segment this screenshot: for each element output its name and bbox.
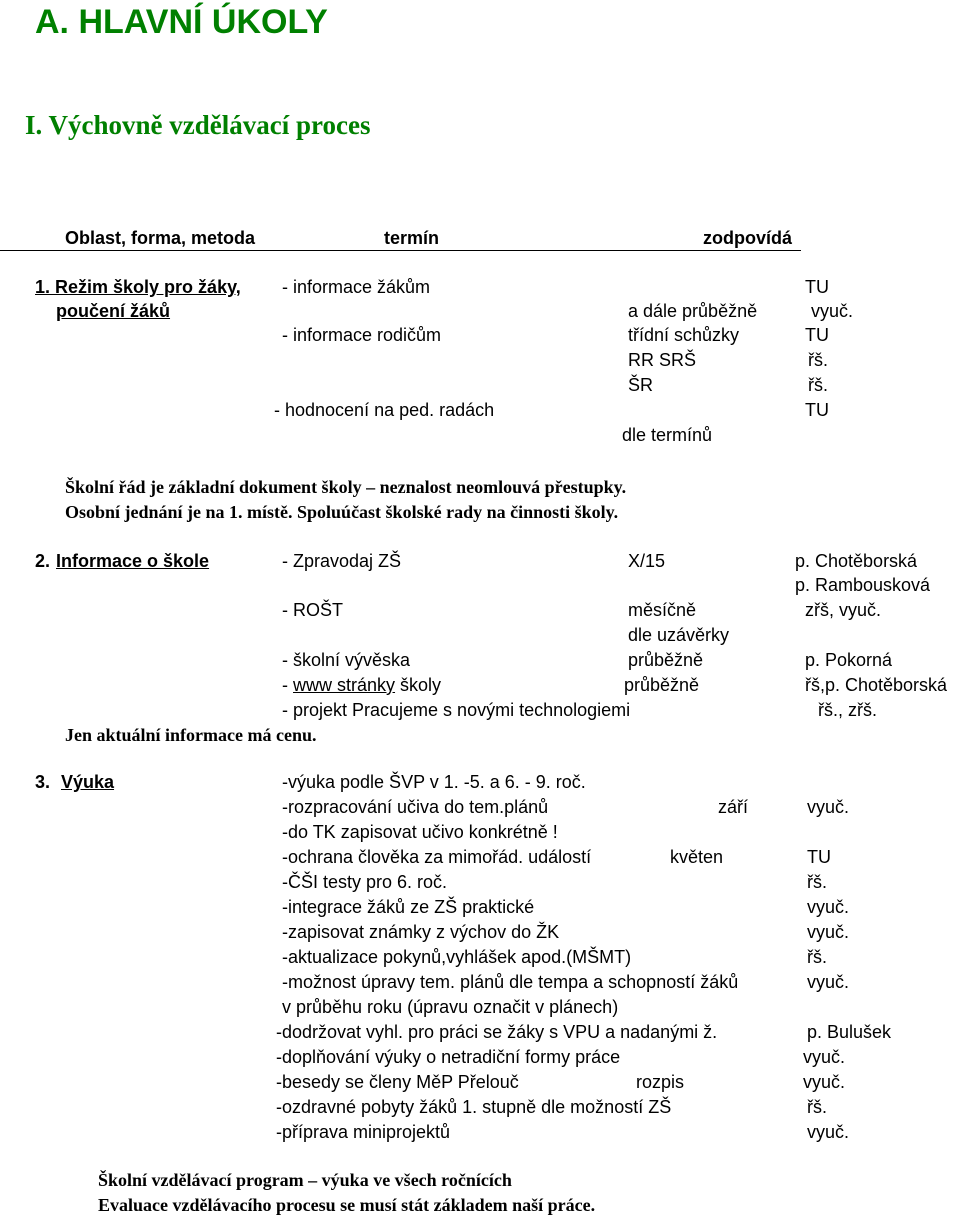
s2-resp-5: p. Pokorná bbox=[805, 650, 893, 670]
s3-item-11: -dodržovat vyhl. pro práci se žáky s VPU a nadanými ž. bbox=[276, 1022, 718, 1042]
s1-term-2: a dále průběžně bbox=[628, 301, 758, 321]
s3-item-10: v průběhu roku (úpravu označit v plánech) bbox=[282, 997, 619, 1017]
s1-item-hodnoceni: - hodnocení na ped. radách bbox=[274, 400, 495, 420]
s3-resp-5: řš. bbox=[807, 872, 827, 892]
s1-resp-2: vyuč. bbox=[811, 301, 854, 321]
s3-resp-8: řš. bbox=[807, 947, 827, 967]
s1-note-1: Školní řád je základní dokument školy – neznalost neomlouvá přestupky. bbox=[65, 477, 627, 497]
s2-item-vyveska: - školní vývěska bbox=[282, 650, 411, 670]
s2-resp-3: zřš, vyuč. bbox=[805, 600, 882, 620]
s2-resp-1: p. Chotěborská bbox=[795, 551, 918, 571]
s2-label: Informace o škole bbox=[56, 551, 210, 571]
s3-item-1: -výuka podle ŠVP v 1. -5. a 6. - 9. roč. bbox=[282, 772, 586, 792]
s3-item-7: -zapisovat známky z výchov do ŽK bbox=[282, 922, 560, 942]
www-link[interactable]: www stránky bbox=[293, 675, 396, 695]
s2-resp-6: řš,p. Chotěborská bbox=[805, 675, 948, 695]
s3-resp-14: řš. bbox=[807, 1097, 827, 1117]
s2-item-zpravodaj: - Zpravodaj ZŠ bbox=[282, 551, 402, 571]
s2-resp-7: řš., zřš. bbox=[818, 700, 877, 720]
s2-term-6: průběžně bbox=[624, 675, 700, 695]
s3-item-15: -příprava miniprojektů bbox=[276, 1122, 451, 1142]
s3-item-8: -aktualizace pokynů,vyhlášek apod.(MŠMT) bbox=[282, 947, 632, 967]
s3-resp-6: vyuč. bbox=[807, 897, 850, 917]
s3-item-9: -možnost úpravy tem. plánů dle tempa a schopností žáků bbox=[282, 972, 739, 992]
s2-term-1: X/15 bbox=[628, 551, 666, 571]
s3-resp-2: vyuč. bbox=[807, 797, 850, 817]
s3-note-2: Evaluace vzdělávacího procesu se musí stát základem naší práce. bbox=[98, 1195, 596, 1215]
s3-item-12: -doplňování výuky o netradiční formy práce bbox=[276, 1047, 621, 1067]
s3-term-2: září bbox=[718, 797, 749, 817]
s1-label-2: poučení žáků bbox=[56, 301, 171, 321]
s2-resp-2: p. Rambousková bbox=[795, 575, 931, 595]
s3-term-13: rozpis bbox=[636, 1072, 685, 1092]
s1-resp-5: řš. bbox=[808, 375, 828, 395]
s2-item-rost: - ROŠT bbox=[282, 600, 343, 620]
s3-resp-11: p. Bulušek bbox=[807, 1022, 892, 1042]
header-col-oblast: Oblast, forma, metoda bbox=[65, 228, 256, 248]
s1-note-2: Osobní jednání je na 1. místě. Spoluúčast školské rady na činnosti školy. bbox=[65, 502, 619, 522]
s3-item-14: -ozdravné pobyty žáků 1. stupně dle možností ZŠ bbox=[276, 1097, 672, 1117]
s2-term-3: měsíčně bbox=[628, 600, 697, 620]
s3-item-6: -integrace žáků ze ZŠ praktické bbox=[282, 897, 535, 917]
s1-item-informace-rodicum: - informace rodičům bbox=[282, 325, 442, 345]
s2-item-www-rest: školy bbox=[400, 675, 442, 695]
s1-term-7: dle termínů bbox=[622, 425, 713, 445]
s1-resp-6: TU bbox=[805, 400, 829, 420]
section-title: I. Výchovně vzdělávací proces bbox=[25, 110, 371, 140]
s1-resp-1: TU bbox=[805, 277, 829, 297]
s3-resp-12: vyuč. bbox=[803, 1047, 846, 1067]
s3-item-5: -ČŠI testy pro 6. roč. bbox=[282, 872, 448, 892]
s2-note: Jen aktuální informace má cenu. bbox=[65, 725, 317, 745]
s3-term-4: květen bbox=[670, 847, 724, 867]
header-col-termin: termín bbox=[384, 228, 440, 248]
s3-resp-15: vyuč. bbox=[807, 1122, 850, 1142]
s1-resp-3: TU bbox=[805, 325, 829, 345]
s2-number: 2. bbox=[35, 551, 51, 571]
s3-note-1: Školní vzdělávací program – výuka ve všech ročnících bbox=[98, 1170, 512, 1190]
page-title: A. HLAVNÍ ÚKOLY bbox=[35, 3, 328, 41]
s3-item-13: -besedy se členy MěP Přelouč bbox=[276, 1072, 519, 1092]
s1-term-5: ŠR bbox=[628, 375, 654, 395]
s1-label: 1. Režim školy pro žáky, bbox=[35, 277, 241, 297]
s2-term-5: průběžně bbox=[628, 650, 704, 670]
s3-item-3: -do TK zapisovat učivo konkrétně ! bbox=[282, 822, 558, 842]
s1-item-informace-zakum: - informace žákům bbox=[282, 277, 431, 297]
s1-term-4: RR SRŠ bbox=[628, 350, 697, 370]
s3-number: 3. bbox=[35, 772, 51, 792]
s3-resp-9: vyuč. bbox=[807, 972, 850, 992]
s1-resp-4: řš. bbox=[808, 350, 828, 370]
s3-item-4: -ochrana člověka za mimořád. událostí bbox=[282, 847, 592, 867]
s2-item-www bbox=[282, 674, 441, 696]
header-col-zodpovida: zodpovídá bbox=[703, 228, 792, 248]
s3-resp-13: vyuč. bbox=[803, 1072, 846, 1092]
header-underline bbox=[0, 250, 801, 251]
s2-term-4: dle uzávěrky bbox=[628, 625, 730, 645]
s3-resp-7: vyuč. bbox=[807, 922, 850, 942]
s2-item-www-dash: - bbox=[282, 675, 288, 695]
s2-item-projekt: - projekt Pracujeme s novými technologiemi bbox=[282, 700, 631, 720]
s3-label: Výuka bbox=[61, 772, 115, 792]
s3-resp-4: TU bbox=[807, 847, 831, 867]
s3-item-2: -rozpracování učiva do tem.plánů bbox=[282, 797, 549, 817]
s1-term-3: třídní schůzky bbox=[628, 325, 740, 345]
